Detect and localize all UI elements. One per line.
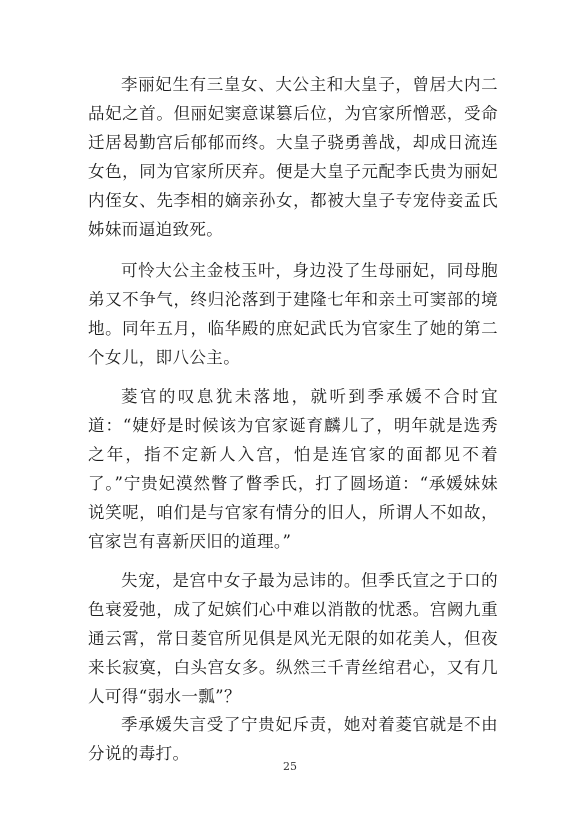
page-number: 25 (283, 760, 297, 773)
paragraph-5: 季承媛失言受了宁贵妃斥责，她对着菱官就是不由分说的毒打。 (88, 715, 498, 763)
paragraph-4: 失宠，是宫中女子最为忌讳的。但季氏宣之于口的色衰爱弛，成了妃嫔们心中难以消散的忧悉。宫阙九重通云霄，常日菱官所见俱是风光无限的如花美人，但夜来长寂寞，白头宫女多。纵然三千青丝绾君心，又有几人可得“弱水一瓢”？ (88, 571, 498, 706)
paragraph-1: 李丽妃生有三皇女、大公主和大皇子，曾居大内二品妃之首。但丽妃窦意谋篡后位，为官家所憎恶，受命迁居曷勤宫后郁郁而终。大皇子骁勇善战，却成日流连女色，同为官家所厌弃。便是大皇子元配李氏贵为丽妃内侄女、先李相的嫡亲孙女，都被大皇子专宠侍妾孟氏姊妹而逼迫致死。 (88, 75, 498, 239)
paragraph-2: 可怜大公主金枝玉叶，身边没了生母丽妃，同母胞弟又不争气，终归沦落到于建隆七年和亲土可窦部的境地。同年五月，临华殿的庶妃武氏为官家生了她的第二个女儿，即八公主。 (88, 261, 498, 367)
paragraph-3: 菱官的叹息犹未落地，就听到季承媛不合时宜道：“婕妤是时候该为官家诞育麟儿了，明年就是选秀之年，指不定新人入宫，怕是连官家的面都见不着了。”宁贵妃漠然瞥了瞥季氏，打了圆场道：“承媛妹妹说笑呢，咱们是与官家有情分的旧人，所谓人不如故，官家岂有喜新厌旧的道理。” (88, 387, 498, 551)
